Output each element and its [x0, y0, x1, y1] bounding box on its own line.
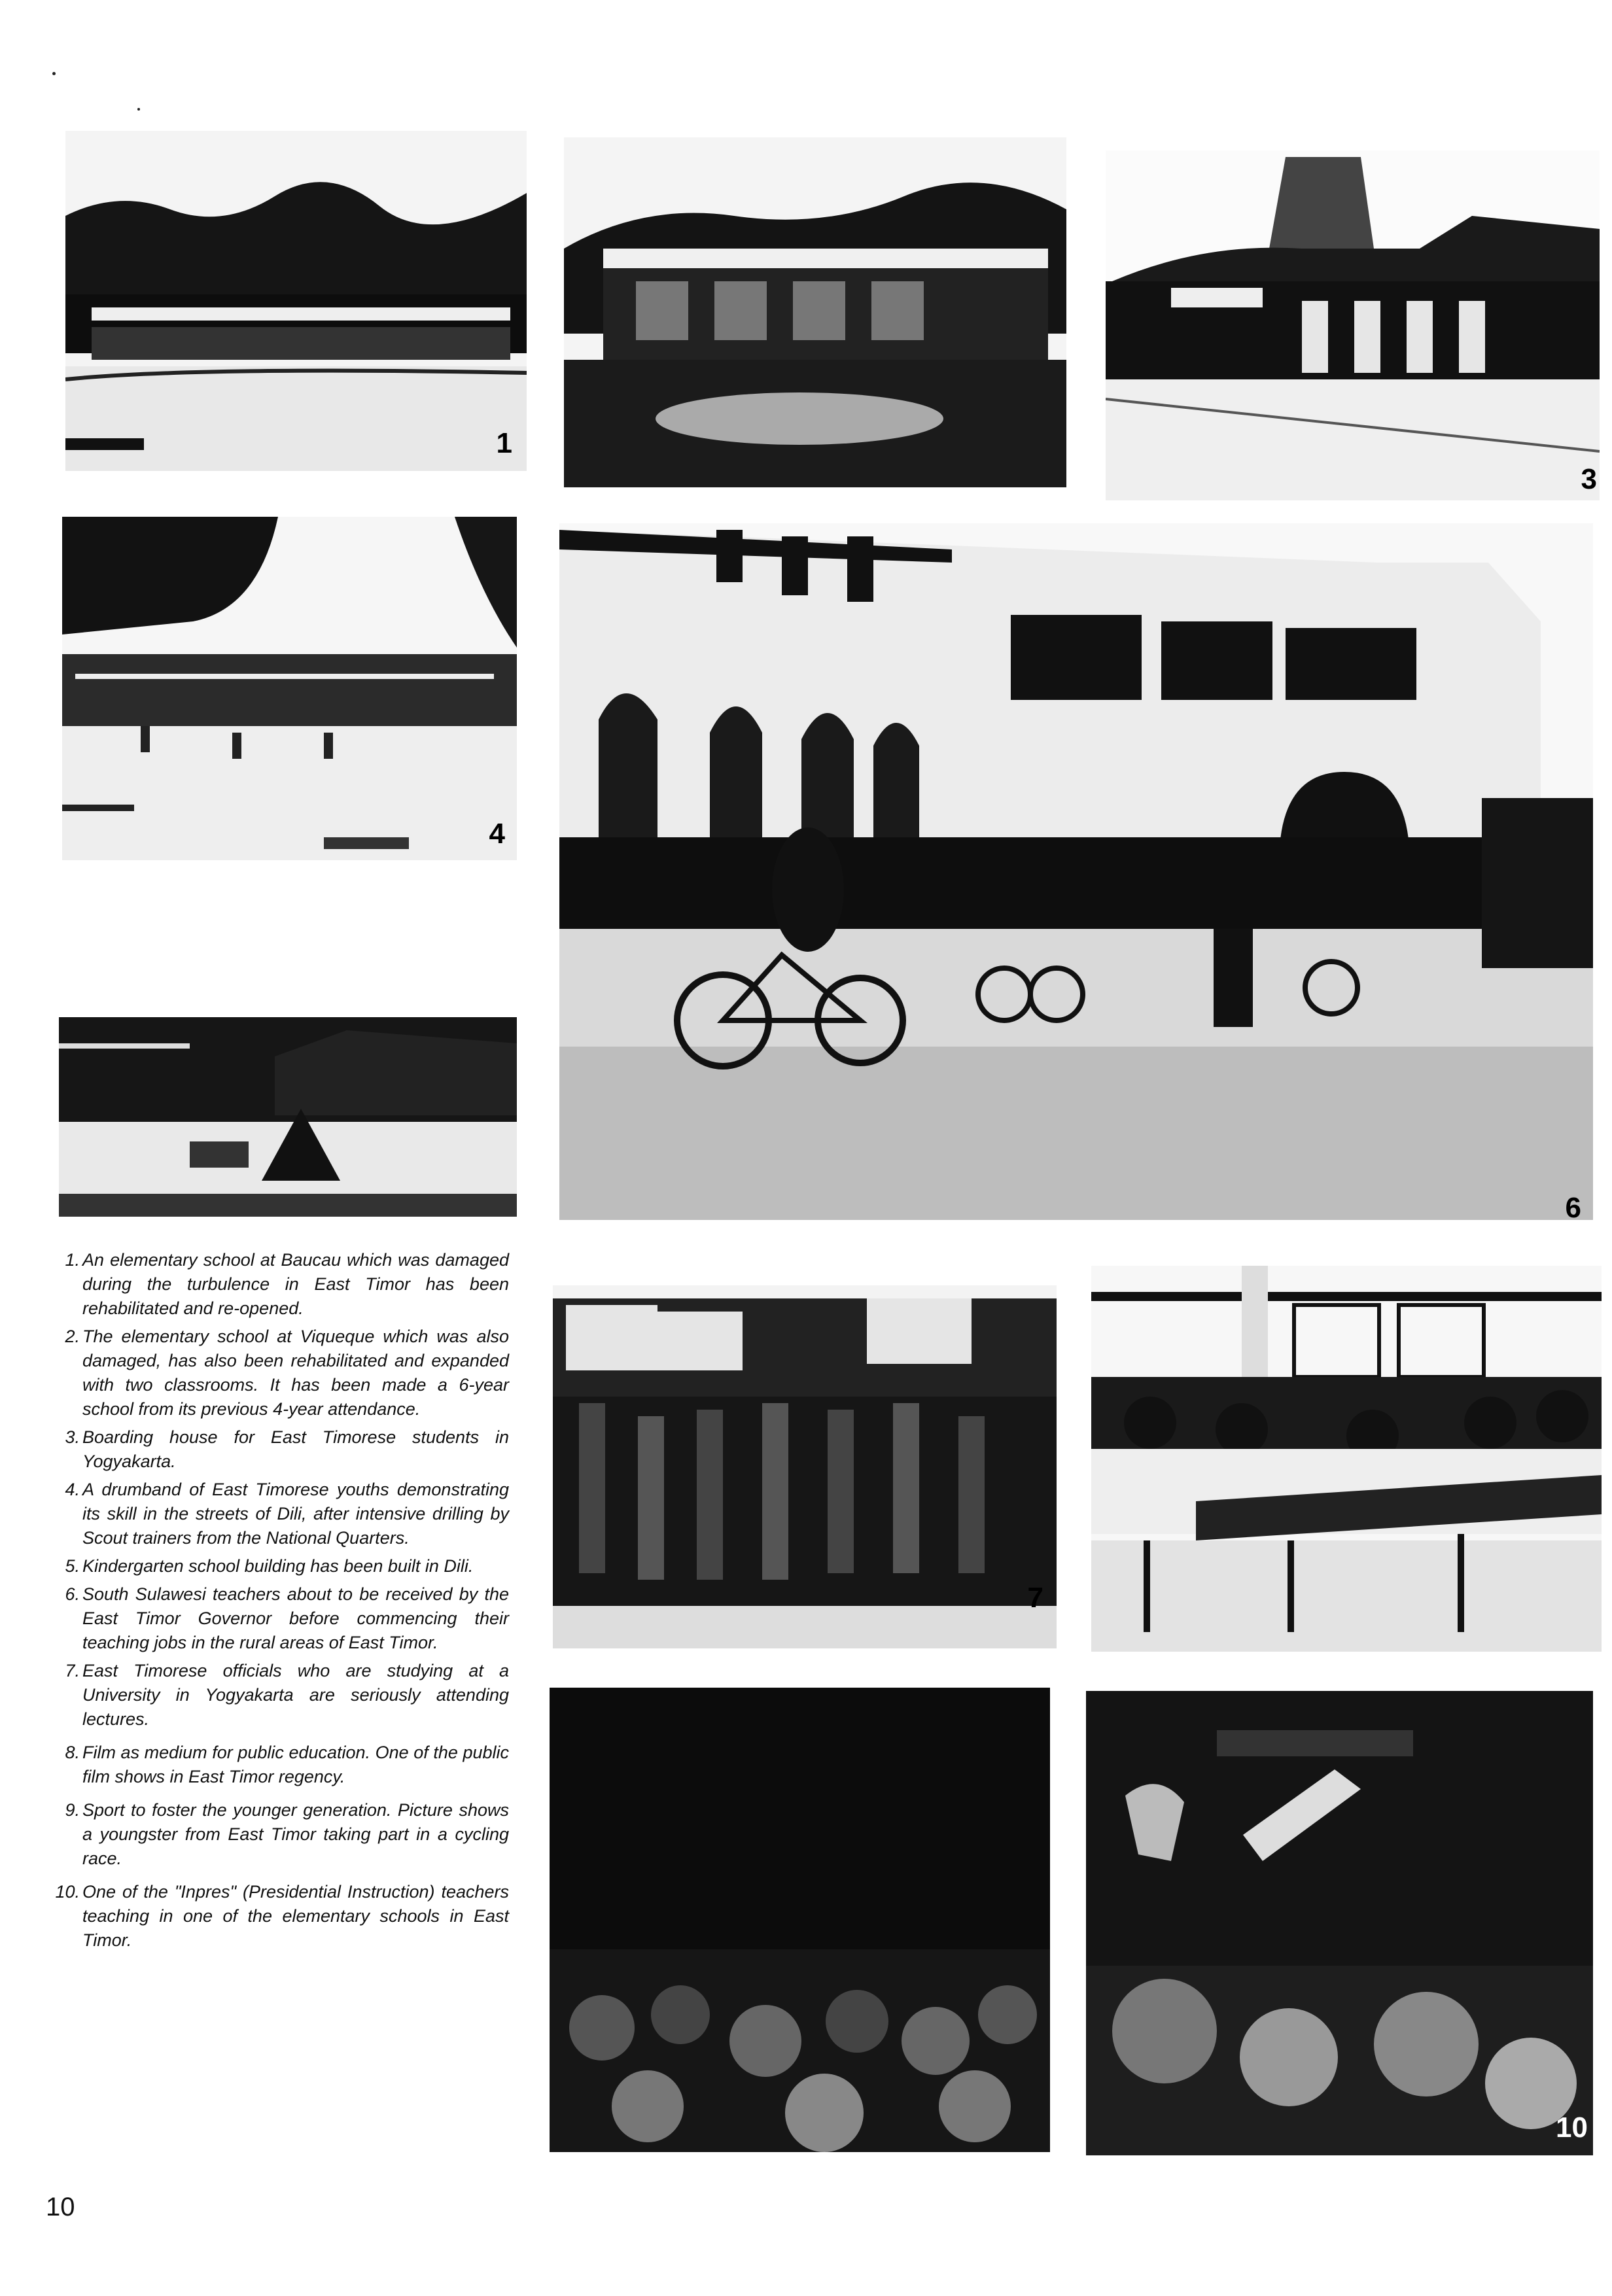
photo-7: [553, 1285, 1057, 1648]
caption-item: [51, 1880, 509, 1953]
caption-item: [51, 1554, 509, 1578]
caption-item: [51, 1248, 509, 1321]
scan-speck: [137, 108, 140, 111]
caption-item: [51, 1425, 509, 1474]
caption-item: [51, 1659, 509, 1731]
caption-text: The elementary school at Viqueque which was also damaged, has also been rehabilitated and expanded with two classrooms. It has been made a 6-year school from its previous 4-year attendance.: [82, 1327, 509, 1419]
photo-1: [65, 131, 527, 471]
photo-4-image: [62, 517, 517, 860]
photo-9-image: [550, 1688, 1050, 2152]
photo-2: [564, 137, 1066, 487]
photo-5-image: [59, 1017, 517, 1217]
caption-number: 3.: [65, 1427, 80, 1447]
caption-number: 6.: [65, 1584, 80, 1604]
photo-1-label: 1: [496, 427, 512, 459]
caption-text: South Sulawesi teachers about to be received by the East Timor Governor before commencing their teaching jobs in the rural areas of East Timor.: [82, 1584, 509, 1652]
photo-3-label: 3: [1581, 463, 1597, 495]
scan-speck: [52, 72, 56, 75]
caption-item: [51, 1741, 509, 1789]
caption-number: 4.: [65, 1480, 80, 1499]
photo-8-image: [1091, 1266, 1602, 1652]
page-number: 10: [46, 2193, 75, 2221]
caption-text: Film as medium for public education. One of the public film shows in East Timor regency.: [82, 1743, 509, 1786]
captions-list: [51, 1248, 509, 1957]
caption-text: A drumband of East Timorese youths demonstrating its skill in the streets of Dili, after intensive drilling by Scout trainers from the National Quarters.: [82, 1480, 509, 1548]
photo-5: [59, 1017, 517, 1217]
caption-text: An elementary school at Baucau which was damaged during the turbulence in East Timor has been rehabilitated and re-opened.: [82, 1250, 509, 1318]
photo-7-label: 7: [1027, 1582, 1043, 1614]
caption-text: One of the "Inpres" (Presidential Instruction) teachers teaching in one of the elementary schools in East Timor.: [82, 1882, 509, 1950]
caption-number: 7.: [65, 1661, 80, 1680]
photo-4-label: 4: [489, 818, 505, 850]
photo-8: [1091, 1266, 1602, 1652]
caption-number: 10.: [55, 1882, 80, 1902]
caption-item: [51, 1582, 509, 1655]
caption-number: 8.: [65, 1743, 80, 1762]
photo-10-label: 10: [1556, 2112, 1588, 2144]
caption-item: [51, 1325, 509, 1421]
caption-text: Sport to foster the younger generation. Picture shows a youngster from East Timor taking part in a cycling race.: [82, 1800, 509, 1868]
photo-7-image: [553, 1285, 1057, 1648]
photo-3: [1106, 150, 1600, 500]
photo-6: [559, 523, 1593, 1220]
photo-10: [1086, 1691, 1593, 2155]
photo-10-image: [1086, 1691, 1593, 2155]
caption-number: 5.: [65, 1556, 80, 1576]
photo-4: [62, 517, 517, 860]
photo-6-label: 6: [1565, 1192, 1581, 1220]
caption-text: Boarding house for East Timorese students in Yogyakarta.: [82, 1427, 509, 1471]
photo-1-image: [65, 131, 527, 471]
caption-item: [51, 1798, 509, 1871]
photo-2-image: [564, 137, 1066, 487]
caption-item: [51, 1478, 509, 1550]
caption-number: 1.: [65, 1250, 80, 1270]
caption-number: 2.: [65, 1327, 80, 1346]
caption-text: East Timorese officials who are studying at a University in Yogyakarta are seriously attending lectures.: [82, 1661, 509, 1729]
photo-3-image: [1106, 150, 1600, 500]
photo-9: [550, 1688, 1050, 2152]
caption-number: 9.: [65, 1800, 80, 1820]
photo-6-image: [559, 523, 1593, 1220]
caption-text: Kindergarten school building has been built in Dili.: [82, 1556, 474, 1576]
